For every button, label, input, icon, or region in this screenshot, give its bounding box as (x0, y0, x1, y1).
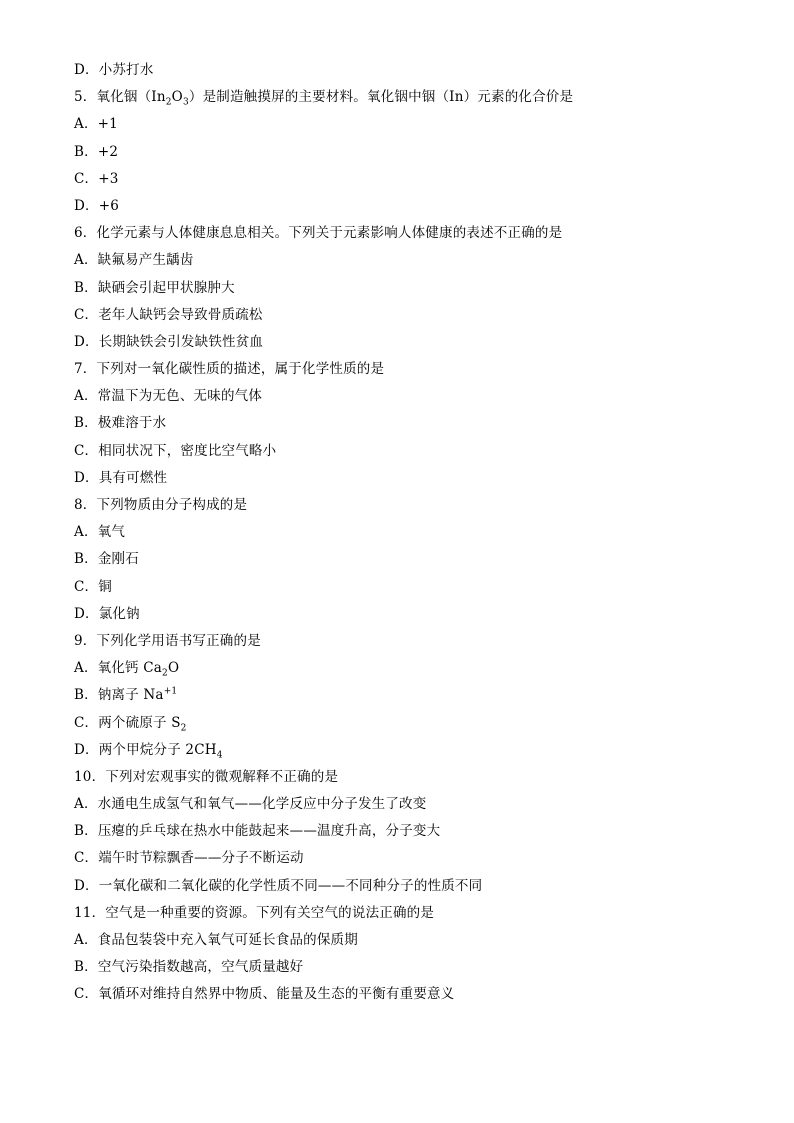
option-line: B．压瘪的乒乓球在热水中能鼓起来——温度升高，分子变大 (74, 823, 441, 840)
option-line: C．铜 (74, 578, 112, 595)
option-line: B．金刚石 (74, 551, 139, 568)
option-line: B．空气污染指数越高，空气质量越好 (74, 959, 304, 976)
subscript: 2 (162, 668, 168, 679)
option-line: D．+6 (74, 197, 120, 214)
option-line: B．+2 (74, 143, 119, 160)
option-line: B．缺硒会引起甲状腺肿大 (74, 279, 235, 296)
option-line: D．一氧化碳和二氧化碳的化学性质不同——不同种分子的性质不同 (74, 877, 483, 894)
option-line: B．极难溶于水 (74, 415, 167, 432)
superscript: +1 (163, 686, 178, 697)
question-line-5 (74, 84, 734, 111)
option-line: A．氧气 (74, 524, 126, 541)
option-text: A．氧化钙 Ca (74, 660, 163, 677)
subscript: 2 (180, 723, 187, 734)
option-line: C．+3 (74, 170, 119, 187)
option-line (74, 655, 734, 682)
question-text: ）是制造触摸屏的主要材料。氧化铟中铟（In）元素的化合价是 (188, 89, 574, 106)
question-text: O (171, 89, 183, 106)
exam-page (74, 57, 734, 1009)
option-line (74, 710, 734, 737)
subscript: 2 (165, 97, 172, 108)
subscript: 4 (216, 750, 223, 761)
option-line: C．相同状况下，密度比空气略小 (74, 442, 277, 459)
question-line-8: 8．下列物质由分子构成的是 (74, 497, 248, 513)
option-text: B．钠离子 Na (74, 687, 164, 704)
question-line-7: 7．下列对一氧化碳性质的描述，属于化学性质的是 (74, 361, 385, 378)
option-line: A．水通电生成氢气和氧气——化学反应中分子发生了改变 (74, 796, 427, 813)
option-text: C．两个硫原子 S (74, 714, 181, 731)
question-line-10: 10．下列对宏观事实的微观解释不正确的是 (74, 768, 339, 785)
option-line: A．常温下为无色、无味的气体 (74, 388, 263, 405)
option-text: O (167, 660, 180, 677)
question-line-9: 9．下列化学用语书写正确的是 (74, 632, 261, 649)
option-line: C．老年人缺钙会导致骨质疏松 (74, 306, 263, 323)
subscript: 3 (182, 97, 189, 108)
question-text: 5．氧化铟（In (74, 89, 166, 106)
question-line-6: 6．化学元素与人体健康息息相关。下列关于元素影响人体健康的表述不正确的是 (74, 225, 563, 242)
option-line (74, 737, 734, 764)
option-line: D．小苏打水 (74, 62, 154, 78)
option-line: A．缺氟易产生龋齿 (74, 252, 194, 269)
option-line: A．食品包装袋中充入氧气可延长食品的保质期 (74, 932, 358, 948)
option-line: C．氧循环对维持自然界中物质、能量及生态的平衡有重要意义 (74, 986, 455, 1003)
option-line: C．端午时节粽飘香——分子不断运动 (74, 850, 304, 867)
question-line-11: 11．空气是一种重要的资源。下列有关空气的说法正确的是 (74, 904, 435, 921)
option-line: D．具有可燃性 (74, 469, 168, 486)
option-line: D．长期缺铁会引发缺铁性贫血 (74, 333, 264, 350)
option-line: A．+1 (74, 116, 118, 133)
option-line: D．氯化钠 (74, 605, 140, 622)
option-text: D．两个甲烷分子 2CH (74, 741, 217, 758)
option-line (74, 682, 734, 709)
